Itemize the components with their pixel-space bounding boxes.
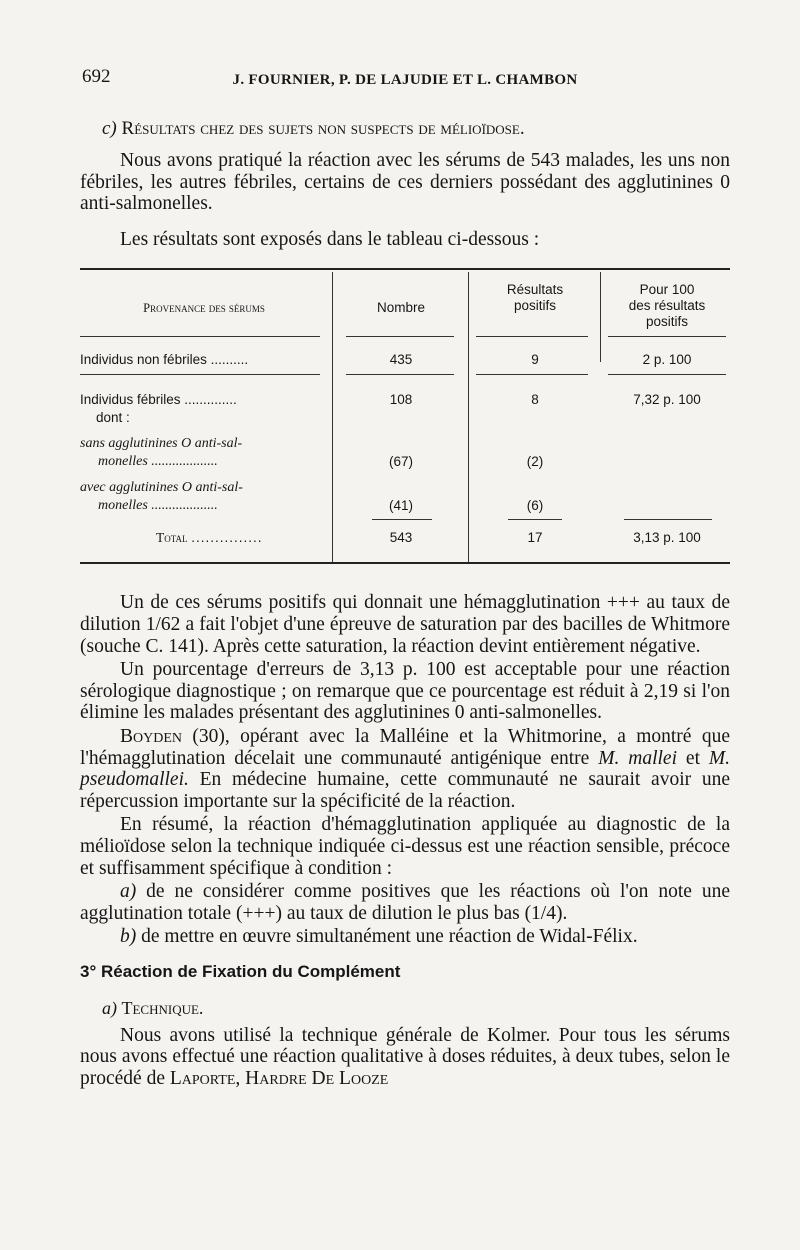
row-non-febriles-pour: 2 p. 100 <box>642 352 692 368</box>
boyden-text-2: En médecine humaine, cette communauté ne saurait avoir une répercussion importante sur la spécificité de la réaction. <box>80 769 730 812</box>
header-pour-line1: Pour 100 <box>639 282 695 298</box>
paragraph-boyden <box>80 726 730 812</box>
paragraph-saturation: Un de ces sérums positifs qui donnait une hémagglutination +++ au taux de dilution 1/62 a fait l'objet d'une épreuve de saturation par des bacilles de Whitmore (souche C. 141). Après cette saturation, la réaction devint entièrement négative. <box>80 592 730 657</box>
section-a-letter: a) <box>102 997 117 1018</box>
row-febriles-pour: 7,32 p. 100 <box>633 392 701 408</box>
section-c-title: Résultats chez des sujets non suspects de mélioïdose. <box>121 118 525 139</box>
row-sans-label-2: monelles ................... <box>98 454 218 470</box>
boyden-and: et <box>677 747 709 769</box>
row-non-febriles-label: Individus non fébriles .......... <box>80 352 249 368</box>
row-sans-label-1: sans agglutinines O anti-sal- <box>80 436 243 452</box>
header-rule <box>80 336 320 337</box>
header-resultats-line2: positifs <box>513 298 557 314</box>
section-a-heading <box>80 998 730 1019</box>
boyden-text-1: (30), opérant avec la Malléine et la Whitmorine, a montré que l'hémagglutination décelait une communauté antigénique entre <box>80 725 730 769</box>
row-febriles-label: Individus fébriles .............. <box>80 392 237 408</box>
row-total-pour: 3,13 p. 100 <box>633 530 701 546</box>
table-column-divider <box>332 272 333 562</box>
row-rule <box>80 374 320 375</box>
kolmer-text: Nous avons utilisé la technique générale de Kolmer. Pour tous les sérums nous avons effectué une réaction qualitative à doses réduites, à deux tubes, selon le procédé de <box>80 1024 730 1090</box>
row-febriles-nombre: 108 <box>389 392 413 408</box>
row-febriles-positifs: 8 <box>531 392 539 408</box>
section-3-heading: 3° Réaction de Fixation du Complément <box>80 961 401 981</box>
page-header <box>80 60 730 90</box>
row-non-febriles-nombre: 435 <box>389 352 413 368</box>
page-number: 692 <box>82 66 111 87</box>
running-head: J. FOURNIER, P. DE LAJUDIE ET L. CHAMBON <box>232 72 578 88</box>
condition-b-letter: b) <box>120 926 137 948</box>
page <box>80 60 730 1090</box>
row-rule <box>608 374 726 375</box>
species-mallei: M. mallei <box>598 747 678 769</box>
header-rule <box>346 336 454 337</box>
condition-a <box>80 881 730 924</box>
section-a-title: Technique. <box>121 997 204 1018</box>
header-provenance: Provenance des sérums <box>143 301 265 316</box>
paragraph-table-intro: Les résultats sont exposés dans le tableau ci-dessous : <box>120 228 540 250</box>
row-total-nombre: 543 <box>389 530 413 546</box>
header-pour-line2: des résultats <box>628 298 706 314</box>
species-pseudomallei: M. pseudomallei. <box>80 747 731 791</box>
header-pour-line3: positifs <box>645 314 689 330</box>
header-resultats-line1: Résultats <box>506 282 564 298</box>
kolmer-authors: Laporte, Hardre De Looze <box>169 1068 389 1090</box>
row-rule <box>476 374 588 375</box>
table-top-rule <box>80 268 730 270</box>
paragraph-pourcentage: Un pourcentage d'erreurs de 3,13 p. 100 est acceptable pour une réaction sérologique diagnostique ; on remarque que ce pourcentage est réduit à 2,19 si l'on élimine les malades présentant des agglutinines 0 anti-salmonelles. <box>80 659 730 724</box>
table-column-divider <box>468 272 469 562</box>
header-rule <box>476 336 588 337</box>
row-total-label <box>156 530 263 546</box>
header-rule <box>608 336 726 337</box>
row-avec-positifs: (6) <box>526 498 544 514</box>
header-nombre: Nombre <box>376 300 425 316</box>
sum-rule <box>508 519 562 520</box>
boyden-name: Boyden <box>120 725 182 747</box>
condition-a-letter: a) <box>120 881 137 903</box>
sum-rule <box>372 519 432 520</box>
row-avec-nombre: (41) <box>388 498 413 514</box>
paragraph-resume: En résumé, la réaction d'hémagglutination appliquée au diagnostic de la mélioïdose selon la technique indiquée ci-dessus est une réaction sensible, précoce et suffisamment spécifique à condition : <box>80 814 730 879</box>
total-label: Total <box>156 530 188 546</box>
row-total-positifs: 17 <box>527 530 543 546</box>
row-sans-positifs: (2) <box>526 454 544 470</box>
paragraph-intro: Nous avons pratiqué la réaction avec les sérums de 543 malades, les uns non fébriles, les autres fébriles, certains de ces derniers possédant des agglutinines 0 anti-salmonelles. <box>80 150 730 215</box>
row-avec-label-2: monelles ................... <box>98 498 218 514</box>
section-c-heading <box>80 118 730 140</box>
condition-b <box>80 926 730 948</box>
total-dots: ............... <box>191 530 263 546</box>
header-pour-100 <box>604 282 730 330</box>
table-bottom-rule <box>80 562 730 564</box>
condition-a-text: de ne considérer comme positives que les réactions où l'on note une agglutination totale (+++) au taux de dilution le plus bas (1/4). <box>80 881 730 924</box>
results-table <box>80 268 730 574</box>
paragraph-kolmer <box>80 1025 730 1090</box>
row-febriles-dont: dont : <box>96 410 130 426</box>
header-resultats <box>472 282 598 314</box>
row-sans-nombre: (67) <box>388 454 413 470</box>
table-column-divider <box>600 272 601 362</box>
row-rule <box>346 374 454 375</box>
sum-rule <box>624 519 712 520</box>
row-avec-label-1: avec agglutinines O anti-sal- <box>80 480 243 496</box>
row-non-febriles-positifs: 9 <box>531 352 539 368</box>
after-table-text <box>80 592 730 1089</box>
section-c-letter: c) <box>102 118 117 139</box>
condition-b-text: de mettre en œuvre simultanément une réaction de Widal-Félix. <box>136 926 638 948</box>
